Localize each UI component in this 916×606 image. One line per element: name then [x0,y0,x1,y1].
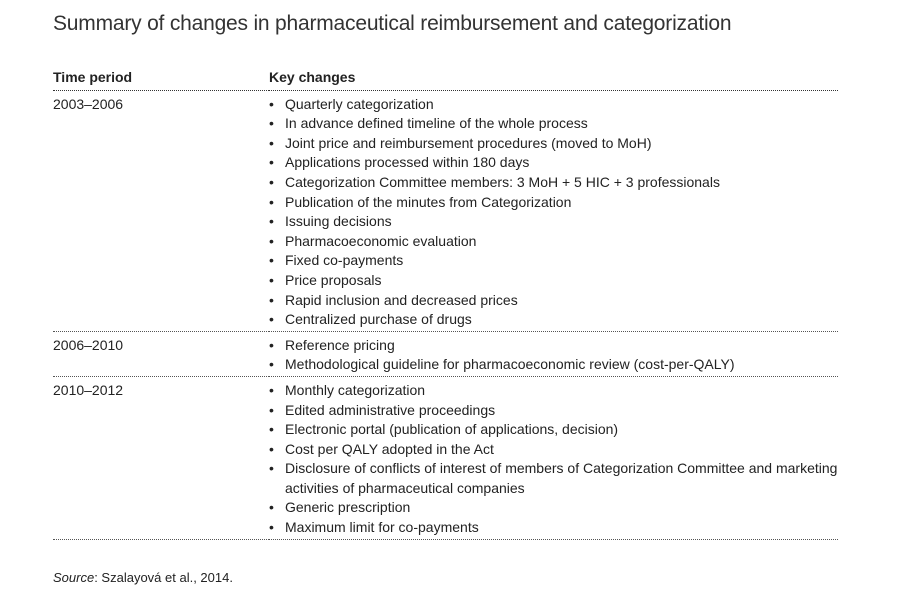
list-item: • Reference pricing [269,336,838,356]
list-item: • Edited administrative proceedings [269,401,838,421]
header-key-changes: Key changes [269,68,838,90]
changes-list [269,381,838,538]
table-title: Summary of changes in pharmaceutical reimbursement and categorization [53,12,732,35]
list-item: • Methodological guideline for pharmacoeconomic review (cost-per-QALY) [269,355,838,375]
header-time-period: Time period [53,68,269,90]
header-row [53,68,838,90]
list-item: • Publication of the minutes from Categorization [269,193,838,213]
source-text: : Szalayová et al., 2014. [94,570,233,585]
list-item: • Cost per QALY adopted in the Act [269,440,838,460]
list-item: • Pharmacoeconomic evaluation [269,232,838,252]
list-item: • Maximum limit for co-payments [269,518,838,538]
table-row [53,376,838,539]
time-period-cell: 2010–2012 [53,376,269,539]
changes-list [269,95,838,330]
list-item: • Generic prescription [269,498,838,518]
key-changes-cell [269,376,838,539]
list-item: • Disclosure of conflicts of interest of members of Categorization Committee and marketing activities of pharmaceutical companies [269,459,838,498]
list-item: • Rapid inclusion and decreased prices [269,291,838,311]
list-item: • Fixed co-payments [269,251,838,271]
list-item: • Electronic portal (publication of applications, decision) [269,420,838,440]
list-item: • Issuing decisions [269,212,838,232]
summary-table [53,68,838,540]
list-item: • Price proposals [269,271,838,291]
list-item: • Monthly categorization [269,381,838,401]
source-label: Source [53,570,95,585]
list-item: • Quarterly categorization [269,95,838,115]
source-note [53,570,233,585]
list-item: • In advance defined timeline of the whole process [269,114,838,134]
table-body [53,90,838,539]
table-row [53,331,838,376]
list-item: • Joint price and reimbursement procedures (moved to MoH) [269,134,838,154]
changes-list [269,336,838,375]
list-item: • Applications processed within 180 days [269,153,838,173]
time-period-cell: 2003–2006 [53,90,269,331]
key-changes-cell [269,331,838,376]
time-period-cell: 2006–2010 [53,331,269,376]
list-item: • Centralized purchase of drugs [269,310,838,330]
table-row [53,90,838,331]
list-item: • Categorization Committee members: 3 MoH + 5 HIC + 3 professionals [269,173,838,193]
key-changes-cell [269,90,838,331]
